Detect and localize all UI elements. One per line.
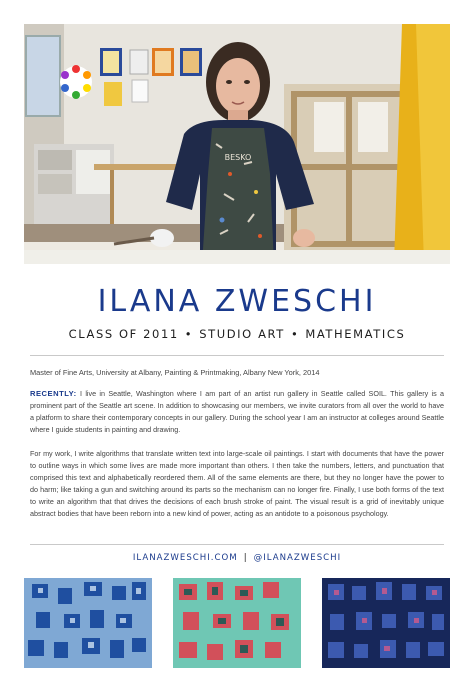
artwork-thumbnail-3	[322, 578, 450, 668]
recently-paragraph	[30, 388, 444, 436]
apron-logo: BESKO	[224, 153, 252, 162]
major-mathematics: MATHEMATICS	[305, 327, 406, 341]
artist-name: ILANA ZWESCHI	[97, 284, 377, 319]
degree-line: Master of Fine Arts, University at Albany, Painting & Printmaking, Albany New York, 2014	[30, 368, 320, 377]
class-year: CLASS OF 2011	[68, 327, 179, 341]
artwork-thumbnail-1	[24, 578, 152, 668]
recently-text: I live in Seattle, Washington where I am part of an artist run gallery in Seattle called SOIL. This gallery is a prominent part of the Seattle art scene. In addition to showcasing our members, we invite curators from all over the world to have a platform to share their contemporary concepts in our gallery. During the school year I am an instructor at colleges around Seattle where I guide students in painting and drawing.	[30, 389, 444, 435]
artwork-thumbnail-2	[173, 578, 301, 668]
work-paragraph: For my work, I write algorithms that translate written text into large-scale oil paintings. I start with documents that have the power to outline ways in which some lives are made more important than others. I then take the numbers, letters, and punctuation that comprised this text and alphabetically reordered them. All of the same elements are there, but they no longer have the power to do harm; like taking a gun and switching around its parts so the mechanism can no longer fire. Finally, I use both forms of the text to write an algorithm that that drives the decisions of each brush stroke of paint. The visual result is a grid of inevitably unique abstract bodies that have been reborn into a new kind of power, acting as an antidote to a poisonous psychology.	[30, 449, 444, 519]
recently-label: RECENTLY:	[30, 389, 77, 398]
links-separator: |	[243, 553, 248, 563]
divider	[30, 544, 444, 545]
website-link[interactable]: ILANAZWESCHI.COM	[132, 553, 238, 563]
contact-links	[0, 553, 474, 563]
major-studio-art: STUDIO ART	[199, 327, 285, 341]
subtitle-separator: •	[290, 327, 300, 341]
social-handle-link[interactable]: @ILANAZWESCHI	[253, 553, 342, 563]
divider	[30, 355, 444, 356]
subtitle-separator: •	[184, 327, 194, 341]
hero-photo	[24, 24, 450, 264]
subtitle	[0, 327, 474, 341]
